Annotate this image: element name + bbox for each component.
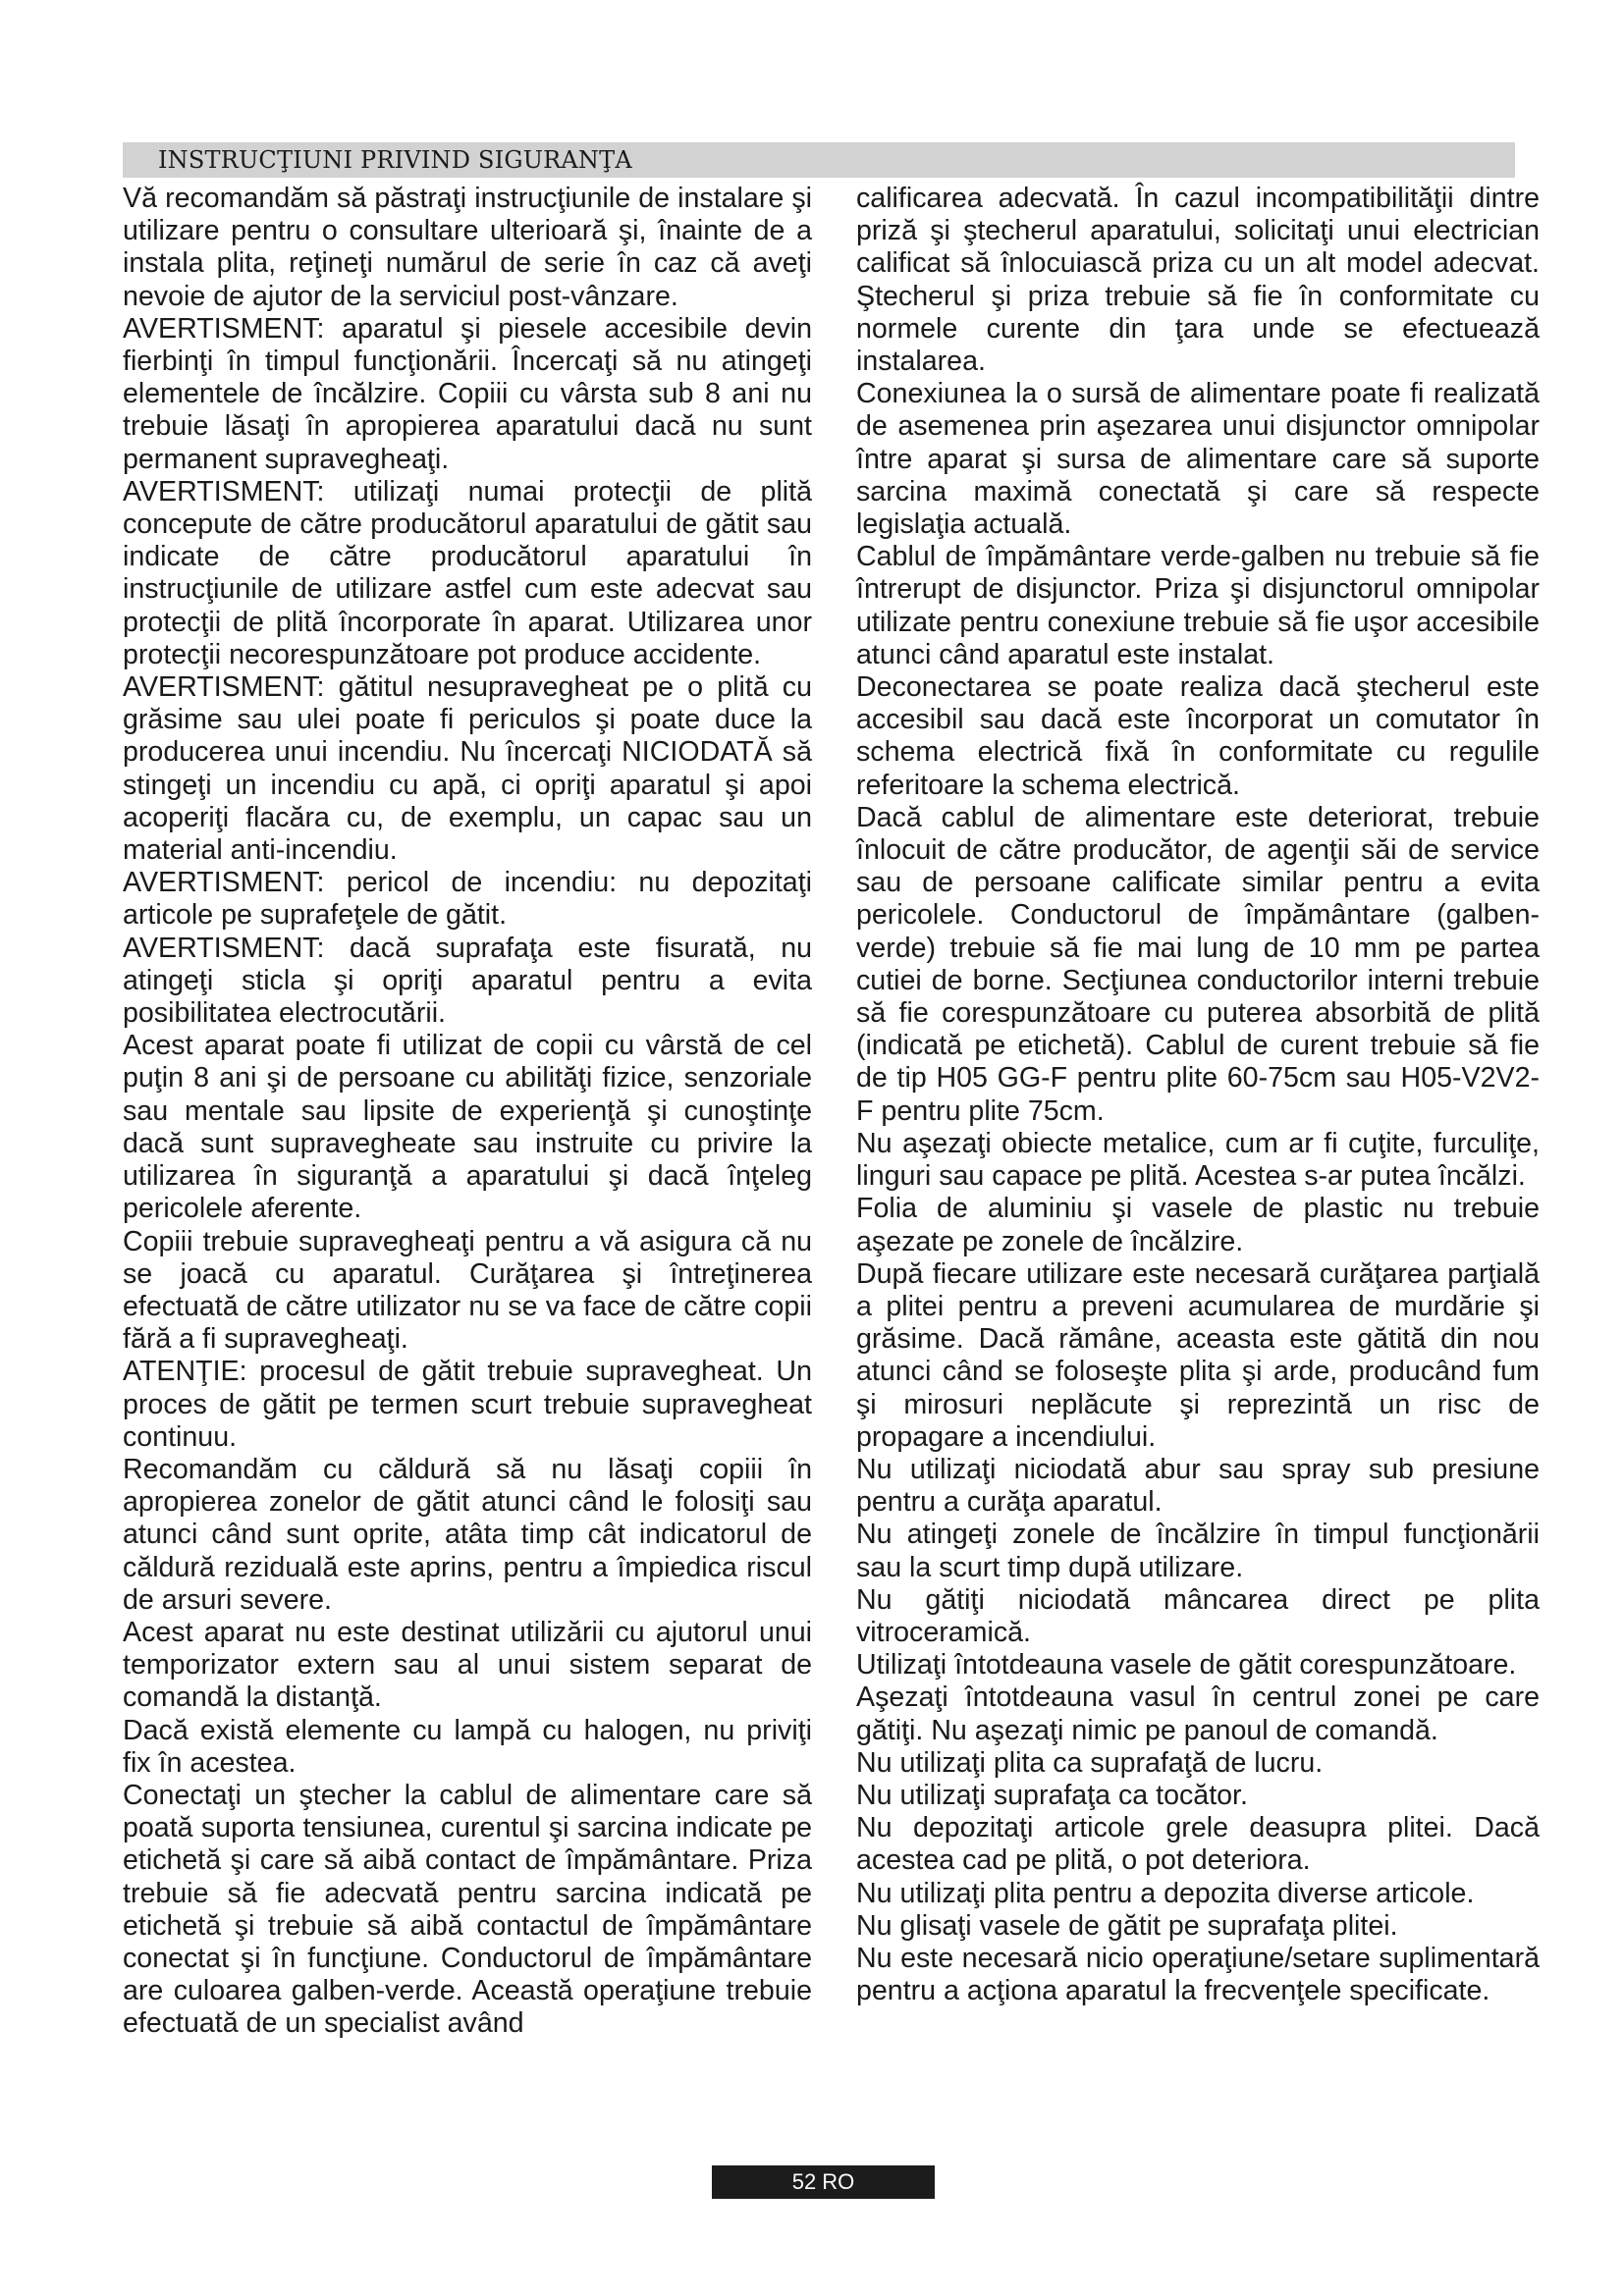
paragraph: Nu atingeţi zonele de încălzire în timpul funcţionării sau la scurt timp după utilizare. — [856, 1519, 1540, 1583]
paragraph: calificarea adecvată. În cazul incompatibilităţii dintre priză şi ştecherul aparatului, solicitaţi unui electrician calificat să înlocuiască priza cu un alt model adecvat. Ştecherul şi priza trebuie să fie în conformitate cu normele curente din ţara unde se efectuează instalarea. — [856, 183, 1540, 378]
paragraph: Acest aparat nu este destinat utilizării cu ajutorul unui temporizator extern sau al unui sistem separat de comandă la distanţă. — [123, 1616, 812, 1714]
paragraph: AVERTISMENT: utilizaţi numai protecţii de plită concepute de către producătorul aparatului de gătit sau indicate de către producătorul aparatului în instrucţiunile de utilizare astfel cum este adecvat sau protecţii de plită încorporate în aparat. Utilizarea unor protecţii necorespunzătoare pot produce accidente. — [123, 475, 812, 670]
paragraph: Nu utilizaţi plita pentru a depozita diverse articole. — [856, 1877, 1475, 1909]
paragraph: Nu glisaţi vasele de gătit pe suprafaţa plitei. — [856, 1909, 1398, 1942]
page-number-box — [712, 2165, 935, 2199]
paragraph: Nu utilizaţi plita ca suprafaţă de lucru. — [856, 1746, 1324, 1779]
paragraph: Recomandăm cu căldură să nu lăsaţi copiii în apropierea zonelor de gătit atunci când le folosiţi sau atunci când sunt oprite, atâta timp cât indicatorul de căldură reziduală este aprins, pentru a împiedica riscul de arsuri severe. — [123, 1453, 812, 1616]
paragraph: AVERTISMENT: aparatul şi piesele accesibile devin fierbinţi în timpul funcţionării. Încercaţi să nu atingeţi elementele de încălzire. Copiii cu vârsta sub 8 ani nu trebuie lăsaţi în apropierea aparatului dacă nu sunt permanent supravegheaţi. — [123, 312, 812, 475]
paragraph: Dacă există elemente cu lampă cu halogen, nu priviţi fix în acestea. — [123, 1714, 812, 1779]
paragraph: Dacă cablul de alimentare este deteriorat, trebuie înlocuit de către producător, de agenţii săi de service sau de persoane calificate similar pentru a evita pericolele. Conductorul de împământare (galben-verde) trebuie să fie mai lung de 10 mm pe partea cutiei de borne. Secţiunea conductorilor interni trebuie să fie corespunzătoare cu puterea absorbită de plită (indicată pe etichetă). Cablul de curent trebuie să fie de tip H05 GG-F pentru plite 60-75cm sau H05-V2V2-F pentru plite 75cm. — [856, 801, 1540, 1127]
paragraph: Deconectarea se poate realiza dacă ştecherul este accesibil sau dacă este încorporat un comutator în schema electrică fixă în conformitate cu regulile referitoare la schema electrică. — [856, 671, 1540, 801]
paragraph: Nu este necesară nicio operaţiune/setare suplimentară pentru a acţiona aparatul la frecvenţele specificate. — [856, 1942, 1540, 2007]
paragraph: După fiecare utilizare este necesară curăţarea parţială a plitei pentru a preveni acumularea de murdărie şi grăsime. Dacă rămâne, aceasta este gătită din nou atunci când se foloseşte plita şi arde, producând fum şi mirosuri neplăcute şi reprezintă un risc de propagare a incendiului. — [856, 1257, 1540, 1453]
paragraph: Nu gătiţi niciodată mâncarea direct pe plita vitroceramică. — [856, 1583, 1540, 1648]
paragraph: Conexiunea la o sursă de alimentare poate fi realizată de asemenea prin aşezarea unui disjunctor omnipolar între aparat şi sursa de alimentare care să suporte sarcina maximă conectată şi care să respecte legislaţia actuală. — [856, 378, 1540, 541]
paragraph: Nu depozitaţi articole grele deasupra plitei. Dacă acestea cad pe plită, o pot deteriora. — [856, 1812, 1540, 1877]
section-title: INSTRUCŢIUNI PRIVIND SIGURANŢA — [158, 146, 632, 174]
paragraph: Cablul de împământare verde-galben nu trebuie să fie întrerupt de disjunctor. Priza şi disjunctorul omnipolar utilizate pentru conexiune trebuie să fie uşor accesibile atunci când aparatul este instalat. — [856, 541, 1540, 670]
paragraph: Folia de aluminiu şi vasele de plastic nu trebuie aşezate pe zonele de încălzire. — [856, 1193, 1540, 1257]
paragraph: Conectaţi un ştecher la cablul de alimentare care să poată suporta tensiunea, curentul şi sarcina indicate pe etichetă şi care să aibă contact de împământare. Priza trebuie să fie adecvată pentru sarcina indicată pe etichetă şi trebuie să aibă contactul de împământare conectat şi în funcţiune. Conductorul de împământare are culoarea galben-verde. Această operaţiune trebuie efectuată de un specialist având — [123, 1779, 812, 2040]
paragraph: Vă recomandăm să păstraţi instrucţiunile de instalare şi utilizare pentru o consultare ulterioară şi, înainte de a instala plita, reţineţi numărul de serie în caz că aveţi nevoie de ajutor de la serviciul post-vânzare. — [123, 183, 812, 312]
paragraph: Nu utilizaţi niciodată abur sau spray sub presiune pentru a curăţa aparatul. — [856, 1453, 1540, 1519]
paragraph: Acest aparat poate fi utilizat de copii cu vârstă de cel puţin 8 ani şi de persoane cu abilităţi fizice, senzoriale sau mentale sau lipsite de experienţă şi cunoştinţe dacă sunt supravegheate sau instruite cu privire la utilizarea în siguranţă a aparatului şi dacă înţeleg pericolele aferente. — [123, 1030, 812, 1225]
paragraph: Utilizaţi întotdeauna vasele de gătit corespunzătoare. — [856, 1649, 1517, 1682]
page-number: 52 RO — [791, 2169, 855, 2194]
paragraph: ATENŢIE: procesul de gătit trebuie supravegheat. Un proces de gătit pe termen scurt trebuie supravegheat continuu. — [123, 1356, 812, 1453]
left-text-column — [123, 183, 812, 2041]
section-header-bar — [123, 142, 1515, 178]
paragraph: AVERTISMENT: dacă suprafaţa este fisurată, nu atingeţi sticla şi opriţi aparatul pentru a evita posibilitatea electrocutării. — [123, 932, 812, 1030]
paragraph: Copiii trebuie supravegheaţi pentru a vă asigura că nu se joacă cu aparatul. Curăţarea şi întreţinerea efectuată de către utilizator nu se va face de către copii fără a fi supravegheaţi. — [123, 1225, 812, 1356]
right-text-column — [856, 183, 1540, 2007]
paragraph: AVERTISMENT: pericol de incendiu: nu depozitaţi articole pe suprafeţele de gătit. — [123, 867, 812, 932]
paragraph: Nu utilizaţi suprafaţa ca tocător. — [856, 1779, 1248, 1811]
paragraph: AVERTISMENT: gătitul nesupravegheat pe o plită cu grăsime sau ulei poate fi periculos şi poate duce la producerea unui incendiu. Nu încercaţi NICIODATĂ să stingeţi un incendiu cu apă, ci opriţi aparatul şi apoi acoperiţi flacăra cu, de exemplu, un capac sau un material anti-incendiu. — [123, 671, 812, 867]
paragraph: Aşezaţi întotdeauna vasul în centrul zonei pe care gătiţi. Nu aşezaţi nimic pe panoul de comandă. — [856, 1682, 1540, 1746]
paragraph: Nu aşezaţi obiecte metalice, cum ar fi cuţite, furculiţe, linguri sau capace pe plită. Acestea s-ar putea încălzi. — [856, 1127, 1540, 1193]
